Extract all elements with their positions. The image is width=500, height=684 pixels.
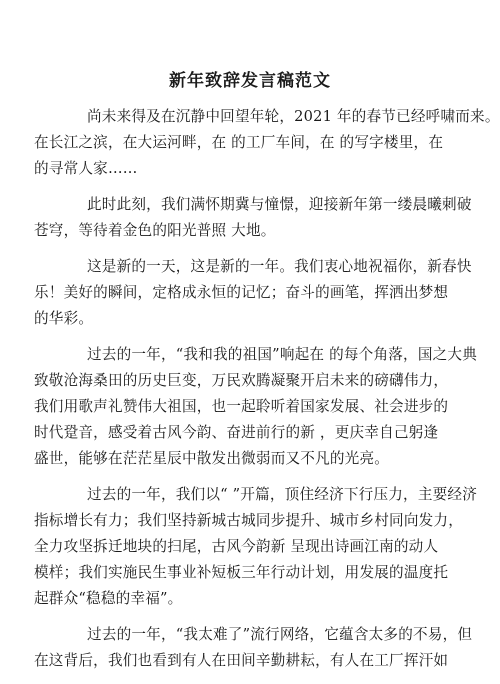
text-line: 过去的一年，“我太难了”流行网络，它蕴含太多的不易，但 (87, 626, 473, 643)
text-line: 起群众“稳稳的幸福”。 (34, 590, 183, 607)
text-line: 指标增长有力；我们坚持新城古城同步提升、城市乡村同向发力， (34, 512, 464, 529)
text-line: 模样；我们实施民生事业补短板三年行动计划，用发展的温度托 (34, 564, 449, 581)
text-line: 在长江之滨，在大运河畔，在 的工厂车间，在 的写字楼里，在 (34, 134, 444, 151)
text-line: 乐！美好的瞬间，定格成永恒的记忆；奋斗的画笔，挥洒出梦想 (34, 284, 449, 301)
paragraph-2 (34, 192, 474, 244)
text-line: 尚未来得及在沉静中回望年轮，2021 年的春节已经呼啸而来。 (87, 108, 500, 125)
paragraph-5 (34, 482, 478, 612)
document-title: 新年致辞发言稿范文 (169, 71, 331, 91)
text-line: 致敬沧海桑田的历史巨变，万民欢腾凝聚开启未来的磅礴伟力， (34, 372, 449, 389)
text-line: 我们用歌声礼赞伟大祖国，也一起聆听着国家发展、社会进步的 (34, 398, 449, 415)
paragraph-3 (34, 254, 474, 332)
text-line: 此时此刻，我们满怀期冀与憧憬，迎接新年第一缕晨曦刺破 (87, 196, 472, 213)
text-line: 全力攻坚拆迁地块的扫尾，古风今韵新 呈现出诗画江南的动人 (34, 538, 439, 555)
text-line: 过去的一年，我们以“ ”开篇，顶住经济下行压力，主要经济 (87, 486, 478, 503)
text-line: 在这背后，我们也看到有人在田间辛勤耕耘，有人在工厂挥汗如 (34, 652, 449, 669)
text-line: 的华彩。 (34, 310, 94, 327)
document-body (34, 104, 500, 684)
paragraph-6 (34, 622, 474, 674)
text-line: 这是新的一天，这是新的一年。我们衷心地祝福你，新春快 (87, 258, 472, 275)
text-line: 的寻常人家…… (34, 160, 138, 177)
text-line: 过去的一年，“我和我的祖国”响起在 的每个角落，国之大典 (87, 346, 478, 363)
paragraph-4 (34, 342, 478, 472)
text-line: 盛世，能够在茫茫星辰中散发出微弱而又不凡的光亮。 (34, 450, 390, 467)
text-line: 时代跫音，感受着古风今韵、奋进前行的新 ，更庆幸自己躬逢 (34, 424, 439, 441)
paragraph-1 (34, 104, 500, 182)
text-line: 苍穹，等待着金色的阳光普照 大地。 (34, 222, 276, 239)
